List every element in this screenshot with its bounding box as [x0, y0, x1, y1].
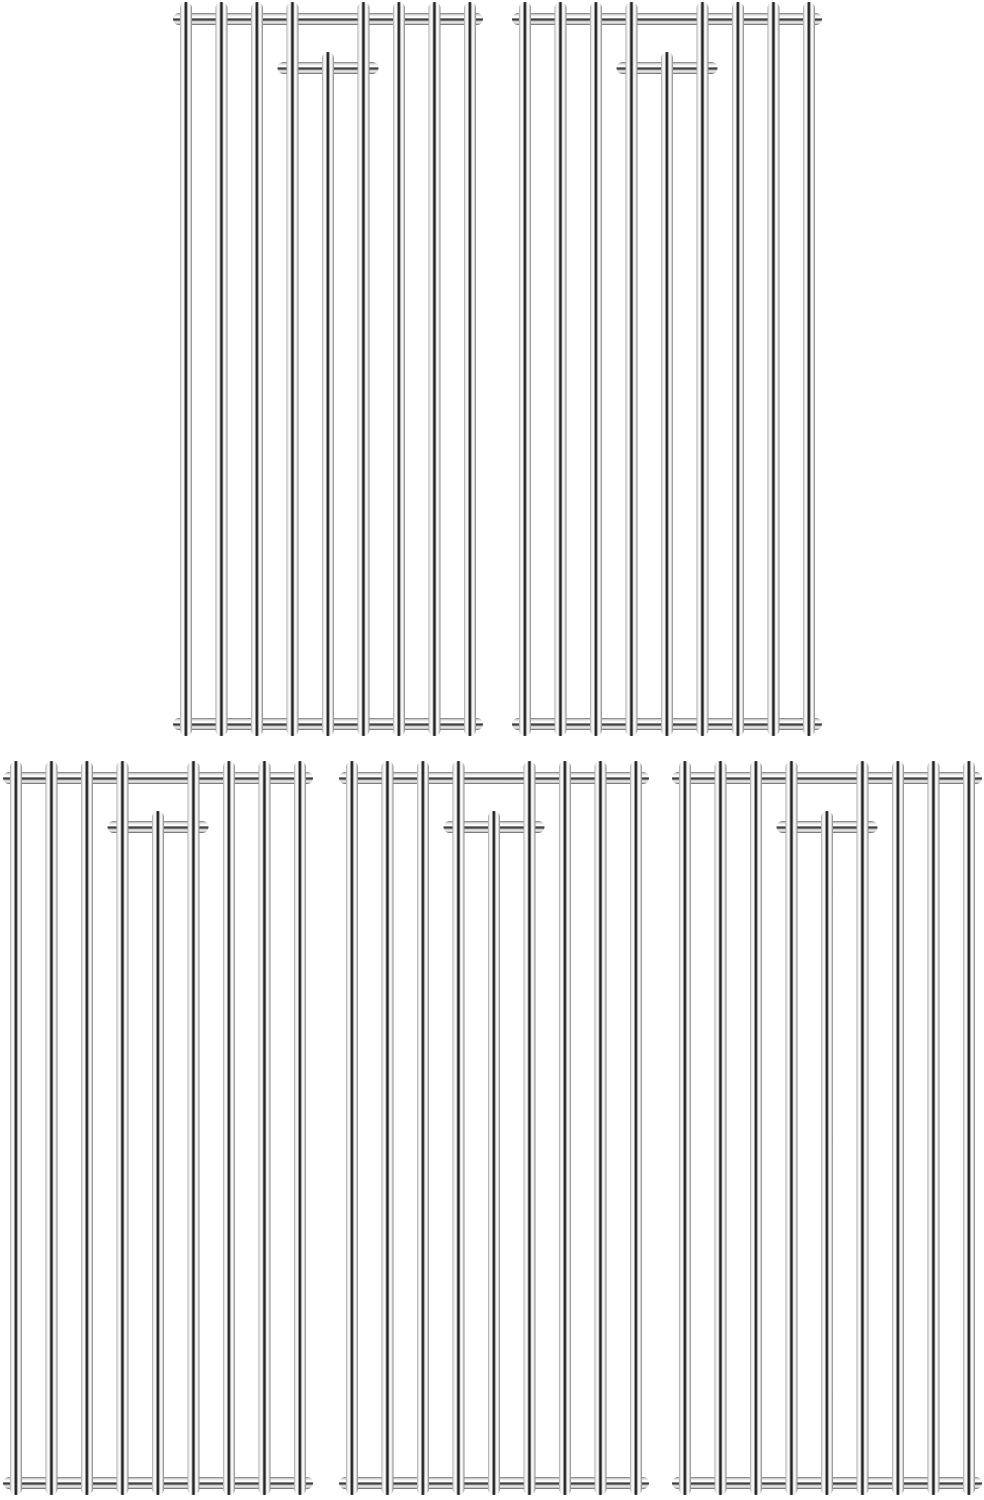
- short-rod: [322, 52, 334, 736]
- rod: [429, 2, 441, 736]
- rod: [519, 2, 531, 736]
- short-rod: [661, 52, 673, 736]
- rod: [857, 761, 869, 1495]
- rod: [417, 761, 429, 1495]
- rod: [892, 761, 904, 1495]
- rod: [251, 2, 263, 736]
- rod: [590, 2, 602, 736]
- short-rod: [821, 811, 833, 1495]
- short-rod: [488, 811, 500, 1495]
- rod: [117, 761, 129, 1495]
- rod: [595, 761, 607, 1495]
- rod: [259, 761, 271, 1495]
- grate-top-right: [512, 2, 822, 736]
- rod: [715, 761, 727, 1495]
- rod: [928, 761, 940, 1495]
- rod: [464, 2, 476, 736]
- rod: [732, 2, 744, 736]
- rod: [630, 761, 642, 1495]
- rod: [358, 2, 370, 736]
- rod: [188, 761, 200, 1495]
- rod: [346, 761, 358, 1495]
- rod: [393, 2, 405, 736]
- grate-bottom-right: [672, 761, 982, 1495]
- rod: [963, 761, 975, 1495]
- rod: [750, 761, 762, 1495]
- rod: [81, 761, 93, 1495]
- rod: [679, 761, 691, 1495]
- rod: [524, 761, 536, 1495]
- grate-top-left: [173, 2, 483, 736]
- rod: [180, 2, 192, 736]
- rod: [382, 761, 394, 1495]
- short-rod: [152, 811, 164, 1495]
- rod: [453, 761, 465, 1495]
- rod: [46, 761, 58, 1495]
- rod: [287, 2, 299, 736]
- rod: [697, 2, 709, 736]
- rod: [10, 761, 22, 1495]
- rod: [223, 761, 235, 1495]
- rod: [216, 2, 228, 736]
- rod: [626, 2, 638, 736]
- rod: [294, 761, 306, 1495]
- grate-bottom-left: [3, 761, 313, 1495]
- rod: [555, 2, 567, 736]
- rod: [559, 761, 571, 1495]
- rod: [768, 2, 780, 736]
- rod: [786, 761, 798, 1495]
- grate-bottom-middle: [339, 761, 649, 1495]
- rod: [803, 2, 815, 736]
